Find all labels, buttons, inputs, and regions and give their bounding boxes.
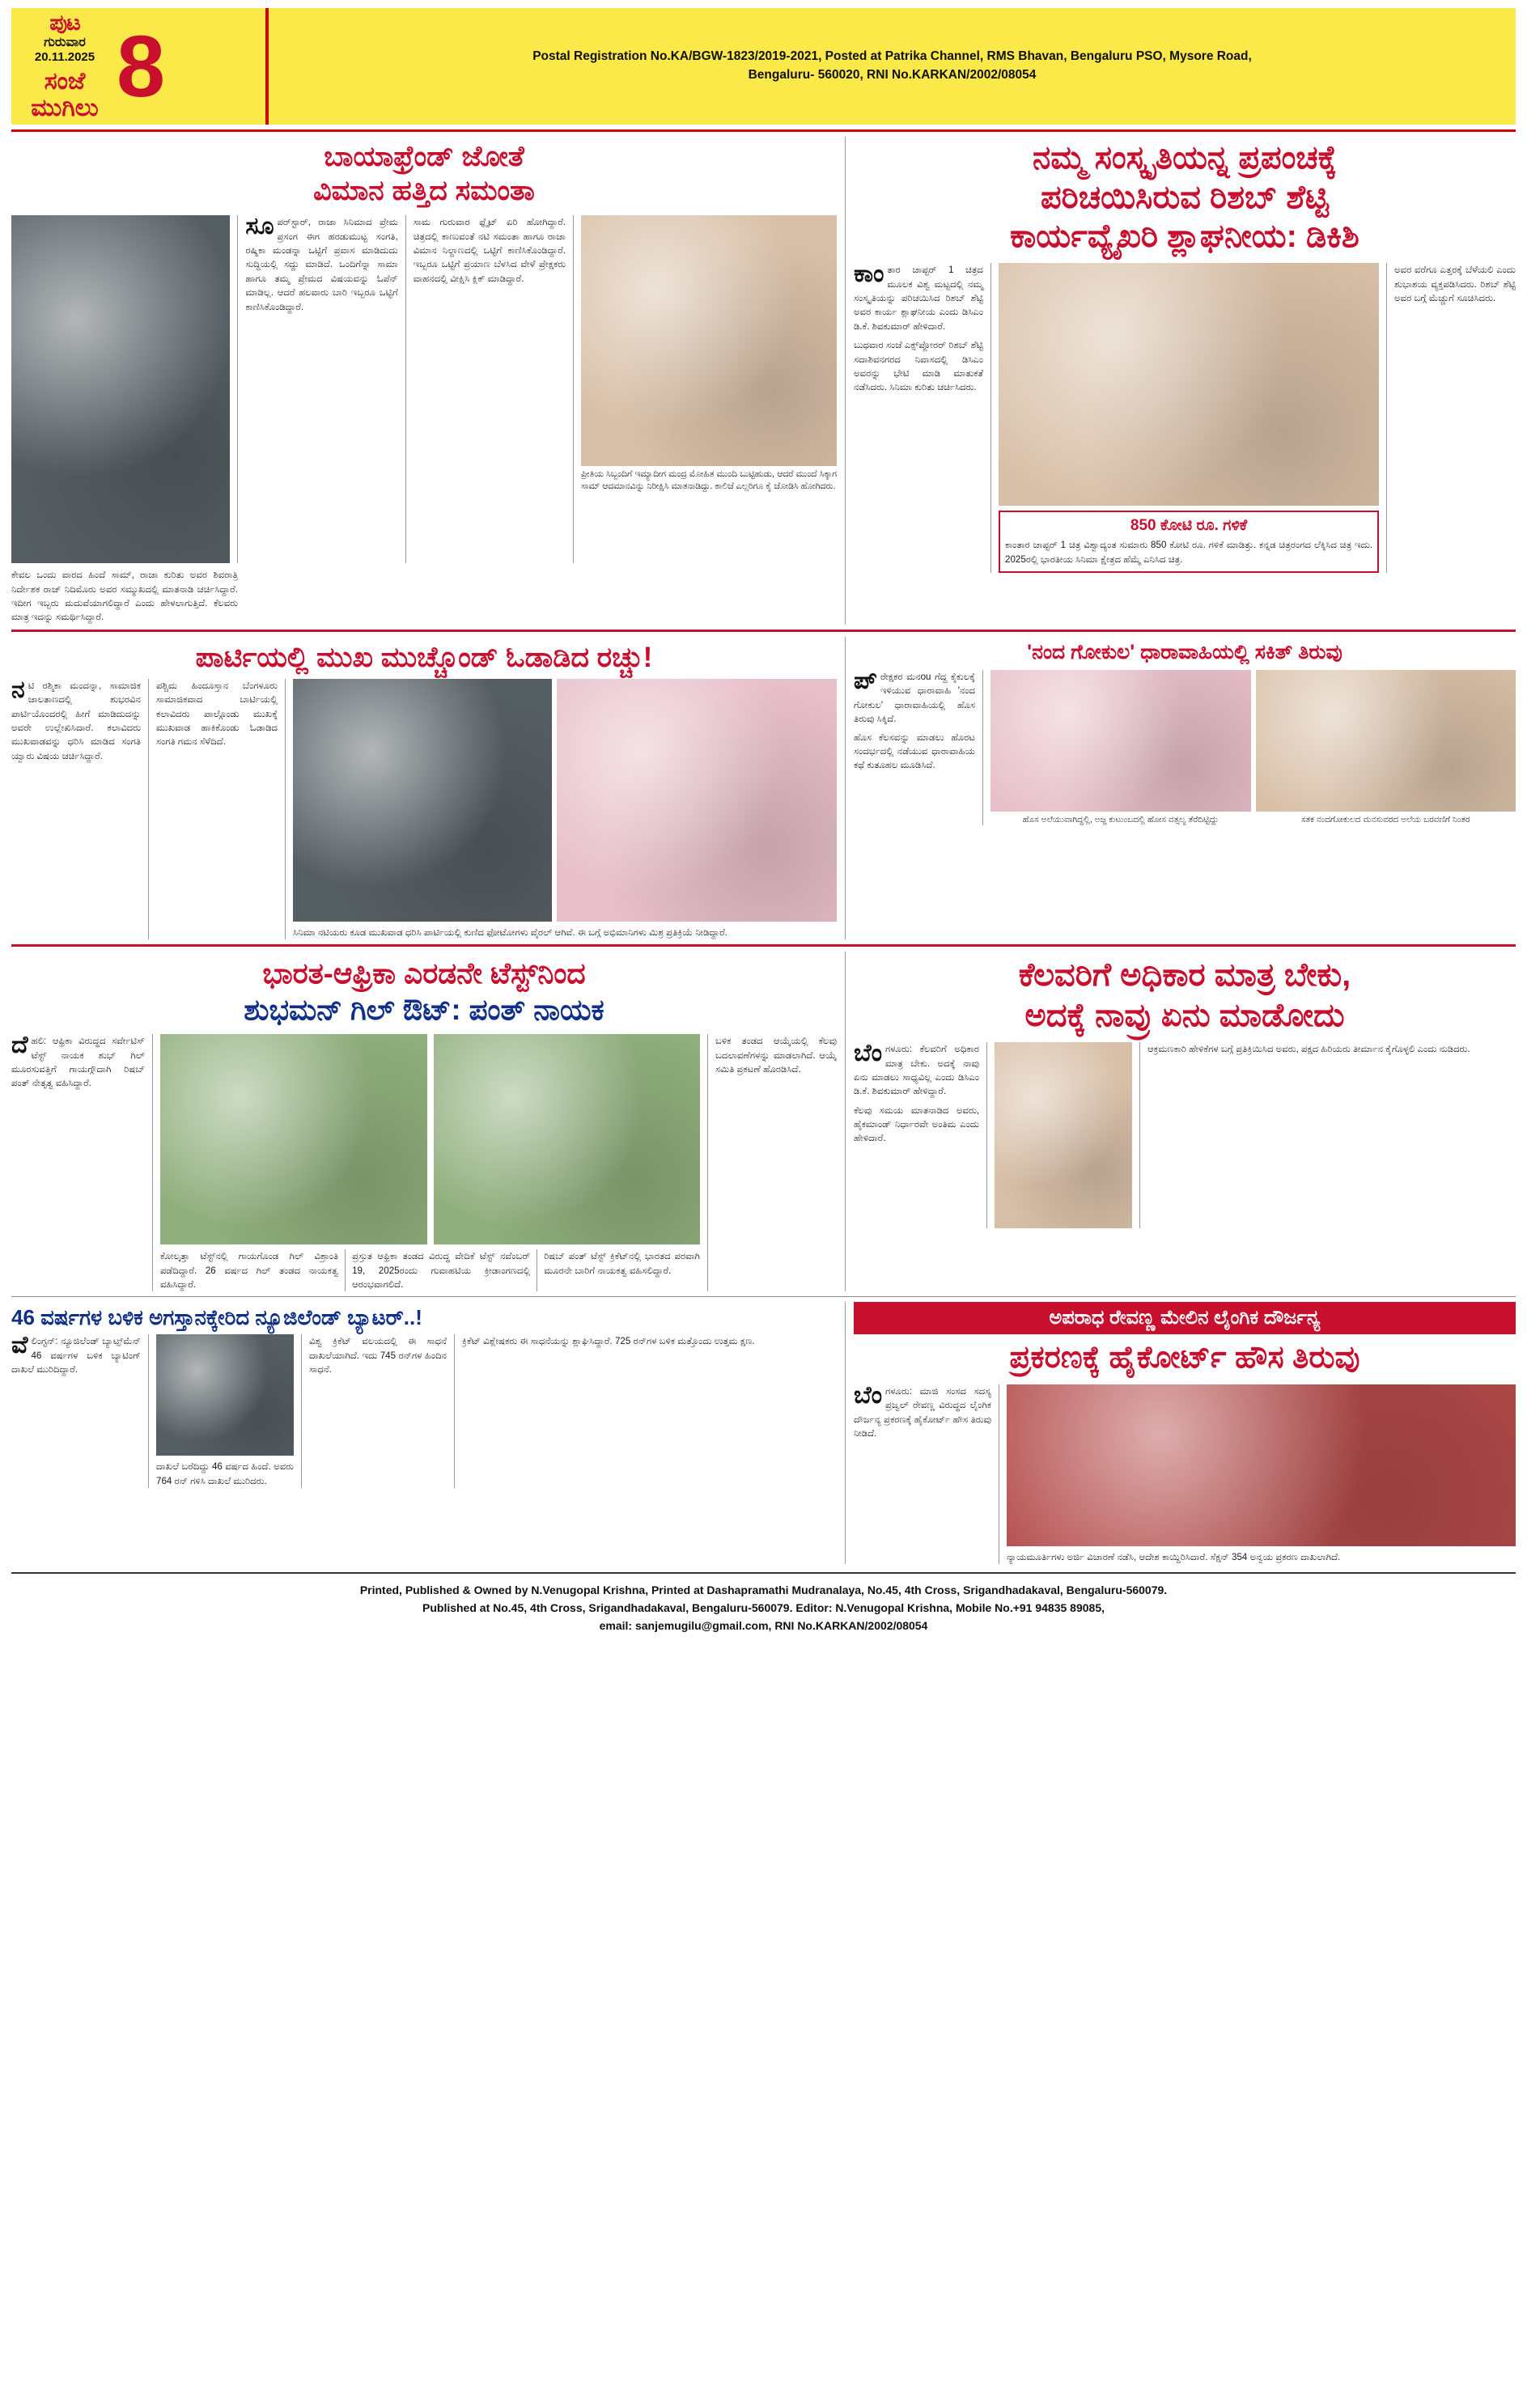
- issue-day: ಗುರುವಾರ: [44, 35, 86, 49]
- nandagokula-caption-left: ಹೊಸ ಅಲೆಯುವಾಗಿದ್ದಲ್ಲಿ, ಅಜ್ಜ ಕುಟುಂಬದಲ್ಲಿ ಹೋಸ ವತ್ಸಲ್ಯ ತೆರೆದಿಟ್ಟಿದ್ದು: [1022, 814, 1219, 825]
- ragghu-headline: ಪಾರ್ಟಿಯಲ್ಲಿ ಮುಖ ಮುಚ್ಚೊಂಡ್ ಓಡಾಡಿದ ರಚ್ಚು!: [195, 641, 653, 673]
- dks-columns: [854, 1042, 1516, 1228]
- nandagokula-headline: 'ನಂದ ಗೋಕುಲ' ಧಾರಾವಾಹಿಯಲ್ಲಿ ಸಕಿತ್ ತಿರುವು: [1027, 640, 1342, 663]
- nandagokula-photo-right: [1256, 670, 1516, 812]
- cricket-headline-line1: ಭಾರತ-ಆಫ್ರಿಕಾ ಎರಡನೇ ಟೆಸ್ಟ್‌ನಿಂದ: [262, 956, 586, 990]
- highcourt-photo-col: [1007, 1384, 1516, 1564]
- dks-body-1: ಬೆಂಗಳೂರು: ಕೆಲವರಿಗೆ ಅಧಿಕಾರ ಮಾತ್ರ ಬೇಕು. ಅದಕ್ಕೆ ನಾವು ಏನು ಮಾಡಲು ಸಾಧ್ಯವಿಲ್ಲ ಎಂದು ಡಿಸಿಎಂ ಡಿ.ಕೆ. ಶಿವಕುಮಾರ್ ಹೇಳಿದ್ದಾರೆ.: [854, 1040, 979, 1097]
- postal-line-1: Postal Registration No.KA/BGW-1823/2019-2021, Posted at Patrika Channel, RMS Bhavan, Bengaluru PSO, Mysore Road,: [532, 49, 1252, 64]
- samantha-text-col-1: [245, 215, 397, 563]
- bottom-zone: [11, 1302, 1516, 1564]
- story-nandagokula: [854, 637, 1516, 939]
- newzealand-text-col-4: [462, 1334, 837, 1488]
- story-dks: [854, 952, 1516, 1291]
- samantha-columns-lower: [11, 568, 837, 625]
- story-cricket: [11, 952, 837, 1291]
- flag-left-block: [18, 11, 112, 121]
- samantha-portrait-photo: [11, 215, 230, 563]
- page-footer: [11, 1572, 1516, 1646]
- highcourt-body-1: ಬೆಂಗಳೂರು: ಮಾಜಿ ಸಂಸದ ಸದಸ್ಯ ಪ್ರಜ್ವಲ್ ರೇವಣ್ಣ ವಿರುದ್ಧದ ಲೈಂಗಿಕ ದೌರ್ಜನ್ಯ ಪ್ರಕರಣಕ್ಕೆ ಹೈಕೋರ್ಟ್ ಹೌಸ ತಿರುವು ನೀಡಿದೆ.: [854, 1381, 991, 1439]
- footer-line-3: email: sanjemugilu@gmail.com, RNI No.KARKAN/2002/08054: [599, 1618, 928, 1632]
- rishab-box-text: ಕಾಂತಾರ ಚಾಪ್ಟರ್ 1 ಚಿತ್ರ ವಿಶ್ವಾದ್ಯಂತ ಸುಮಾರು 850 ಕೋಟಿ ರೂ. ಗಳಿಕೆ ಮಾಡಿತ್ತು. ಕನ್ನಡ ಚಿತ್ರರಂಗದ ಲೆಕ್ಕಿಸಿದ ಚಿತ್ರ ಇದು. 2025ರಲ್ಲಿ ಭಾರತೀಯ ಸಿನಿಮಾ ಕ್ಷೇತ್ರದ ಹೆಮ್ಮೆ ಎನಿಸಿದ ಚಿತ್ರ.: [1005, 540, 1372, 565]
- paper-title-line2: ಮುಗಿಲು: [31, 94, 99, 121]
- samantha-photo-col: [11, 215, 230, 563]
- flag-badge: [11, 8, 269, 125]
- samantha-body-3: ಕೇವಲ ಒಂದು ವಾರದ ಹಿಂದೆ ಸಾಮ್, ರಾಜಾ ಕುರಿತು ಅವರ ಶಿವರಾತ್ರಿ ನಿರ್ದೇಶಕ ರಾಜ್ ನಿದಿಮೊರು ಅವರ ಸಮ್ಮುಖದಲ್ಲಿ ಮಾತನಾಡಿ ಚರ್ಚಿಸಿದ್ದಾರೆ. ಇದೀಗ ಇಬ್ಬರು ಮದುವೆಯಾಗಲಿದ್ದಾರೆ ಎಂದು ಹೇಳಲಾಗುತ್ತಿದೆ. ಕೆಲವರು ಮಾತ್ರ ಇದನ್ನು ಸಮರ್ಥಿಸಿದ್ದಾರೆ.: [11, 570, 238, 623]
- newzealand-body-3: ವಿಶ್ವ ಕ್ರಿಕೆಟ್ ವಲಯದಲ್ಲಿ ಈ ಸಾಧನೆ ದಾಖಲೆಯಾಗಿದೆ. ಇದು 745 ರನ್‌ಗಳ ಹಿಂದಿನ ಸಾಧನೆ.: [309, 1336, 447, 1376]
- rishab-body-3: ಅವರ ವರೆಗೂ ಎತ್ತರಕ್ಕೆ ಬೆಳೆಯಲಿ ಎಂದು ಶುಭಾಶಯ ವ್ಯಕ್ತಪಡಿಸಿದರು. ರಿಶಬ್ ಶೆಟ್ಟಿ ಅವರ ಬಗ್ಗೆ ಮೆಚ್ಚುಗೆ ಸೂಚಿಸಿದರು.: [1394, 265, 1516, 303]
- ragghu-photo-col: [293, 679, 837, 939]
- footer-line-2: Published at No.45, 4th Cross, Srigandhadakaval, Bengaluru-560079. Editor: N.Venugopal Krishna, Mobile No.+91 94835 89085,: [422, 1600, 1105, 1614]
- ragghu-mask-photo: [557, 679, 837, 922]
- dks-text-col-1: [854, 1042, 979, 1228]
- newzealand-body-4: ಕ್ರಿಕೆಟ್ ವಿಶ್ಲೇಷಕರು ಈ ಸಾಧನೆಯನ್ನು ಶ್ಲಾಘಿಸಿದ್ದಾರೆ. 725 ರನ್‌ಗಳ ಬಳಿಕ ಮತ್ತೊಂದು ಉತ್ತಮ ಕ್ಷಣ.: [462, 1336, 755, 1347]
- story-rishab: [854, 137, 1516, 625]
- newzealand-body-2: ದಾಖಲೆ ಬರೆದಿದ್ದು 46 ವರ್ಷದ ಹಿಂದೆ. ಅವರು 764 ರನ್ ಗಳಿಸಿ ದಾಖಲೆ ಮುರಿದರು.: [156, 1461, 294, 1486]
- cricket-columns: [11, 1034, 837, 1291]
- paper-title-line1: ಸಂಜೆ: [44, 67, 86, 95]
- newzealand-body-1: ವೆಲಿಂಗ್ಟನ್: ನ್ಯೂಜಿಲೆಂಡ್ ಬ್ಯಾಟ್ಸ್‌ಮೆನ್ 46 ವರ್ಷಗಳ ಬಳಿಕ ಬ್ಯಾಟಿಂಗ್ ದಾಖಲೆ ಮುರಿದಿದ್ದಾರೆ.: [11, 1332, 141, 1376]
- newzealand-headline: 46 ವರ್ಷಗಳ ಬಳಿಕ ಅಗಸ್ತಾನಕ್ಕೇರಿದ ನ್ಯೂಜಿಲೆಂಡ್ ಬ್ಯಾಟರ್..!: [11, 1305, 422, 1330]
- rishab-columns: [854, 263, 1516, 573]
- samantha-columns: [11, 215, 837, 563]
- postal-registration: [269, 8, 1516, 125]
- newzealand-text-col-3: [309, 1334, 447, 1488]
- dks-photo-col: [995, 1042, 1132, 1228]
- cricket-body-5: ಬಳಿಕ ತಂಡದ ಆಯ್ಕೆಯಲ್ಲಿ ಕೆಲವು ಬದಲಾವಣೆಗಳನ್ನು ಮಾಡಲಾಗಿದೆ. ಆಯ್ಕೆ ಸಮಿತಿ ಪ್ರಕಟಣೆ ಹೊರಡಿಸಿದೆ.: [715, 1036, 837, 1075]
- story-samantha: [11, 137, 837, 625]
- masthead: [11, 8, 1516, 132]
- cricket-pant-photo: [434, 1034, 701, 1244]
- newzealand-columns: [11, 1334, 837, 1488]
- mid-zone: [11, 637, 1516, 939]
- nandagokula-columns: [854, 667, 1516, 825]
- newzealand-photo-col: [156, 1334, 294, 1488]
- samantha-body-1: ಸೂಪರ್‌ಸ್ಟಾರ್, ರಾಜಾ ಸಿನಿಮಾದ ಪ್ರೇಮ ಪ್ರಸಂಗ ಈಗ ಹರಡುಮುಟ್ಟ ಸಂಗತಿ, ರಷ್ಮಿಕಾ ಮಂಡನ್ನಾ ಒಟ್ಟಿಗೆ ಪ್ರವಾಸ ಮಾಡಿದುದು ಸುದ್ದಿಯಲ್ಲಿ ಸದ್ದು ಮಾಡಿದೆ. ಒಂದಿಗೆನ್ನಾ ಸಾಮಾ ಹಾಗೂ ತಮ್ಮ ಪ್ರೇಮದ ವಿಷಯವನ್ನು ಓಪೆನ್ ಮಾಡಿಲ್ಲ. ಆದರೆ ಹಲವಾರು ಬಾರಿ ಇಬ್ಬರೂ ಒಟ್ಟಿಗೆ ಕಾಣಿಸಿಕೊಂಡಿದ್ದಾರೆ.: [245, 213, 398, 312]
- ragghu-text-col-1: [11, 676, 141, 939]
- dks-headline-line1: ಕೆಲವರಿಗೆ ಅಧಿಕಾರ ಮಾತ್ರ ಬೇಕು,: [1018, 957, 1351, 994]
- postal-line-2: Bengaluru- 560020, RNI No.KARKAN/2002/08054: [748, 67, 1037, 82]
- dks-body-2: ಕೆಲವು ಸಮಯ ಮಾತನಾಡಿದ ಅವರು, ಹೈಕಮಾಂಡ್ ನಿರ್ಧಾರವೇ ಅಂತಿಮ ಎಂದು ಹೇಳಿದಾರೆ.: [854, 1104, 979, 1144]
- cricket-body-4: ರಿಷಬ್ ಪಂತ್ ಟೆಸ್ಟ್ ಕ್ರಿಕೆಟ್‌ನಲ್ಲಿ ಭಾರತದ ಪರವಾಗಿ ಮೂರನೇ ಬಾರಿಗೆ ನಾಯಕತ್ವ ವಹಿಸಲಿದ್ದಾರೆ.: [544, 1251, 700, 1276]
- cricket-body-3: ಪ್ರಸ್ತುತ ಆಫ್ರಿಕಾ ತಂಡದ ವಿರುದ್ಧ ವೇದಿಕೆ ಟೆಸ್ಟ್ ನವೆಂಬರ್ 19, 2025ರಂದು ಗುವಾಹಟಿಯ ಕ್ರೀಡಾಂಗಣದಲ್ಲಿ ಆರಂಭವಾಗಲಿದೆ.: [352, 1251, 531, 1290]
- cricket-photo-col: [160, 1034, 700, 1291]
- rishab-body-1: ಕಾಂತಾರ ಚಾಪ್ಟರ್ 1 ಚಿತ್ರದ ಮೂಲಕ ವಿಶ್ವ ಮಟ್ಟದಲ್ಲಿ ನಮ್ಮ ಸಂಸ್ಕೃತಿಯನ್ನು ಪರಿಚಯಿಸಿದ ರಿಶಬ್ ಶೆಟ್ಟಿ ಅವರ ಕಾರ್ಯ ಶ್ಲಾಘನೀಯ ಎಂದು ಡಿಸಿಎಂ ಡಿ.ಕೆ. ಶಿವಕುಮಾರ್ ಹೇಳಿದಾರೆ.: [854, 261, 983, 332]
- dks-headline: [854, 952, 1516, 1042]
- cricket-headline-line2: ಶುಭಮನ್ ಗಿಲ್ ಔಟ್: ಪಂತ್ ನಾಯಕ: [244, 993, 604, 1027]
- footer-line-1: Printed, Published & Owned by N.Venugopal Krishna, Printed at Dashapramathi Mudranalaya, No.45, 4th Cross, Srigandhadakaval, Bengaluru-560079.: [359, 1583, 1168, 1597]
- rishab-photo-col: [999, 263, 1379, 573]
- rishab-meeting-photo: [999, 263, 1379, 506]
- dks-body-3: ಆಕ್ರಮಣಕಾರಿ ಹೇಳಿಕೆಗಳ ಬಗ್ಗೆ ಪ್ರತಿಕ್ರಿಯಿಸಿದ ಅವರು, ಪಕ್ಷದ ಹಿರಿಯರು ತೀರ್ಮಾನ ಕೈಗೊಳ್ಳಲಿ ಎಂದು ನುಡಿದರು.: [1147, 1044, 1470, 1055]
- rishab-box-title: 850 ಕೋಟಿ ರೂ. ಗಳಿಕೆ: [1130, 517, 1248, 535]
- sports-politics-zone: [11, 952, 1516, 1291]
- samantha-text-col-3: [11, 568, 238, 625]
- rishab-text-col-1: [854, 263, 983, 573]
- samantha-photo-col-2: [581, 215, 837, 563]
- ragghu-body-2: ಪಶ್ಚಿಮ ಹಿಂದೂಸ್ತಾನ ಬೆಂಗಳೂರು ಸಾಮಾಜಿಕವಾದ ಬಾರ್ಟಿಯಲ್ಲಿ ಕಲಾವಿದರು ಪಾಲ್ಗೊಂಡು ಮುಖಕ್ಕೆ ಮುಖವಾಡ ಹಾಕಿಕೊಂಡು ಓಡಾಡಿದ ಸಂಗತಿ ಗಮನ ಸೆಳೆದಿದೆ.: [156, 680, 278, 748]
- nandagokula-photo-col: [990, 670, 1516, 825]
- cricket-body-1: ದೆಹಲಿ: ಆಫ್ರಿಕಾ ವಿರುದ್ಧದ ಸರ್ವೇಟಿಸ್ ಟೆಸ್ಟ್ ನಾಯಕ ಶುಭ್ ಗಿಲ್ ಮೂರಸುವತ್ತಿಗೆ ಗಾಯಗ್ಗೌದಾಗಿ ರಿಷಬ್ ಪಂತ್ ನೇತೃತ್ವ ವಹಿಸಿದ್ದಾರೆ.: [11, 1032, 145, 1089]
- top-zone: [11, 137, 1516, 625]
- rishab-text-col-3: [1394, 263, 1516, 573]
- story-highcourt: [854, 1302, 1516, 1564]
- nandagokula-photo-left: [990, 670, 1251, 812]
- highcourt-columns: [854, 1381, 1516, 1564]
- issue-date: 20.11.2025: [34, 50, 95, 65]
- rishab-body-2: ಬುಧವಾರ ಸಂಜೆ ಎಕ್ಸ್‌ಪ್ಲೋರರ್ ರಿಶಬ್ ಶೆಟ್ಟಿ ಸದಾಶಿವನಗರದ ನಿವಾಸದಲ್ಲಿ ಡಿಸಿಎಂ ಅವರನ್ನು ಭೇಟಿ ಮಾಡಿ ಮಾತುಕತೆ ನಡೆಸಿದರು. ಸಿನಿಮಾ ಕುರಿತು ಚರ್ಚಿಸಿದರು.: [854, 340, 983, 393]
- cricket-text-col-5: [715, 1034, 837, 1291]
- rishab-headline-line2: ಪರಿಚಯಿಸಿರುವ ರಿಶಬ್ ಶೆಟ್ಟಿ: [1041, 179, 1329, 215]
- dks-headline-line2: ಅದಕ್ಕೆ ನಾವ್ರು ಏನು ಮಾಡೋದು: [1024, 998, 1345, 1034]
- samantha-headline-line1: ಬಾಯಾಫ್ರೆಂಡ್ ಜೋತೆ: [324, 140, 524, 172]
- samantha-headline-line2: ವಿಮಾನ ಹತ್ತಿದ ಸಮಂತಾ: [313, 175, 535, 207]
- nandagokula-body-2: ಹೊಸ ಕೆಲಸವನ್ನು ಮಾಡಲು ಹೊರಟ ಸಂದರ್ಭದಲ್ಲಿ ನಡೆಯುವ ಧಾರಾವಾಹಿಯ ಕಥೆ ಕುತೂಹಲ ಮೂಡಿಸಿದೆ.: [854, 731, 975, 771]
- nandagokula-photo-left-box: [990, 670, 1251, 825]
- samantha-text-col-2: [414, 215, 566, 563]
- samantha-photo-caption: ಪ್ರೀತಿಯ ಸಿಬ್ಬಂದಿಗೆ ಇಮ್ಯಾದೀಗ ಮಂದ್ರ ಮೋಹಿತ ಮುಂದಿ ಬುಟ್ಟಿಹುಡು, ಆದರೆ ಮುಂದೆ ಸಿಕ್ಕಾಗ ಸಾಮ್ ಆದಮಾನವಿನ್ನು ನಿರೀಕ್ಷಿಸಿ ಮಾತನಾಡಿದ್ದು. ಕಾಲಿಜೆ ಎಲ್ಲರಿಗೂ ಕೈ ಜೋಡಿಸಿ ಹೋಗಿದರು.: [581, 469, 837, 491]
- nandagokula-caption-right: ಸತಕ ನಂದಗೋಕುಲದ ಮನಸುವರದ ಅಲೆಯ ಬರವಣಿಗೆ ನಿಂತರ: [1300, 814, 1470, 825]
- nandagokula-body-1: ಪ್ರೇಕ್ಷಕರ ಮನou ಗೆದ್ದ ಕೈಕುಲಕ್ಕೆ ಇಳಿಯುವ ಧಾರಾವಾಹಿ 'ನಂದ ಗೋಕುಲ' ಧಾರಾವಾಹಿಯಲ್ಲಿ ಹೊಸ ತಿರುವು ಸಿಕ್ಕಿದೆ.: [854, 667, 975, 725]
- samantha-headline: [11, 137, 837, 215]
- ragghu-columns: [11, 676, 837, 939]
- rishab-collection-box: [999, 511, 1379, 573]
- nandagokula-photo-right-box: [1256, 670, 1516, 825]
- ragghu-body-1: ನಟಿ ರಶ್ಮಿಕಾ ಮಂದನ್ನಾ, ಸಾಮಾಜಿಕ ಜಾಲತಾಣದಲ್ಲಿ ಶುಭರವಿನ ಪಾರ್ಟಿಯೊಂದರಲ್ಲಿ ಹೀಗೆ ಮಾಡಿದುದನ್ನು ಅವರೇ ಉಲ್ಲೇಖಿಸಿದಾರೆ. ಕಲಾವಿದರು ಮುಖವಾಡವನ್ನು ಧರಿಸಿ ಮಾಡಿದ ಸಂಗತಿ ಯ್ವಾರು ವಿಷಯ ಚರ್ಚಿಸಿದ್ದಾರೆ.: [11, 676, 141, 761]
- ragghu-body-3: ಸಿನಿಮಾ ನಟಿಯರು ಕೂಡ ಮುಖವಾಡ ಧರಿಸಿ ಪಾರ್ಟಿಯಲ್ಲಿ ಕುಣಿದ ಫೋಟೋಗಳು ವೈರಲ್ ಆಗಿವೆ. ಈ ಬಗ್ಗೆ ಅಭಿಮಾನಿಗಳು ಮಿಶ್ರ ಪ್ರತಿಕ್ರಿಯೆ ನೀಡಿದ್ದಾರೆ.: [293, 926, 727, 938]
- cricket-headline: [11, 952, 837, 1034]
- story-ragghu: [11, 637, 837, 939]
- highcourt-text-col-1: [854, 1381, 991, 1564]
- newzealand-player-photo: [156, 1334, 294, 1456]
- rishab-headline-line3: ಕಾರ್ಯವ್ಯೈಖರಿ ಶ್ಲಾಘನೀಯ: ಡಿಕಿಶಿ: [1010, 218, 1359, 255]
- cricket-gill-photo: [160, 1034, 427, 1244]
- cricket-body-2: ಕೋಲ್ಕತ್ತಾ ಟೆಸ್ಟ್‌ನಲ್ಲಿ ಗಾಯಗೊಂಡ ಗಿಲ್ ವಿಶ್ರಾಂತಿ ಪಡೆದಿದ್ದಾರೆ. 26 ವರ್ಷದ ಗಿಲ್ ತಂಡದ ನಾಯಕತ್ವ ವಹಿಸಿದ್ದಾರೆ.: [160, 1251, 339, 1290]
- newzealand-text-col-1: [11, 1334, 141, 1488]
- samantha-airport-photo: [581, 215, 837, 466]
- ragghu-text-col-2: [156, 679, 278, 939]
- highcourt-building-photo: [1007, 1384, 1516, 1546]
- highcourt-kicker: ಅಪರಾಧ ರೇವಣ್ಣ ಮೇಲಿನ ಲೈಂಗಿಕ ದೌರ್ಜನ್ಯ: [854, 1302, 1516, 1334]
- samantha-body-2: ಸಾಮ ಗುರುವಾರ ಫ್ಲೈಟ್ ಏರಿ ಹೋಗಿದ್ದಾರೆ. ಚಿತ್ರದಲ್ಲಿ ಕಾಣುವಂತೆ ನಟಿ ಸಮಂತಾ ಹಾಗೂ ರಾಜಾ ವಿಮಾನ ನಿಲ್ದಾಣದಲ್ಲಿ ಒಟ್ಟಿಗೆ ಕಾಣಿಸಿಕೊಂಡಿದ್ದಾರೆ. ಇಬ್ಬರೂ ಒಟ್ಟಿಗೆ ಪ್ರಯಾಣ ಬೆಳಸಿದ ವೇಳೆ ಪ್ರೇಕ್ಷಕರು ವಾಹನದಲ್ಲಿ ವೀಕ್ಷಿಸಿ ಕ್ಲಿಕ್ ಮಾಡಿದ್ದಾರೆ.: [413, 217, 566, 284]
- highcourt-body-2: ನ್ಯಾಯಮೂರ್ತಿಗಳು ಅರ್ಜಿ ವಿಚಾರಣೆ ನಡೆಸಿ, ಆದೇಶ ಕಾಯ್ದಿರಿಸಿದಾರೆ. ಸೆಕ್ಷನ್ 354 ಅನ್ವಯ ಪ್ರಕರಣ ದಾಖಲಾಗಿದೆ.: [1007, 1551, 1341, 1562]
- dks-text-col-3: [1147, 1042, 1516, 1228]
- highcourt-headline: ಪ್ರಕರಣಕ್ಕೆ ಹೈಕೋರ್ಟ್ ಹೌಸ ತಿರುವು: [1009, 1341, 1360, 1376]
- dks-portrait-photo: [995, 1042, 1132, 1228]
- story-newzealand: [11, 1302, 837, 1564]
- cricket-text-col-1: [11, 1034, 145, 1291]
- page-number: 8: [117, 16, 166, 115]
- nandagokula-text-col: [854, 667, 975, 825]
- ragghu-mirror-selfie-photo: [293, 679, 552, 922]
- rishab-headline-line1: ನಮ್ಮ ಸಂಸ್ಕೃತಿಯನ್ನ ಪ್ರಪಂಚಕ್ಕೆ: [1032, 139, 1338, 176]
- rishab-headline: [854, 137, 1516, 263]
- page-label: ಪುಟ: [49, 11, 80, 35]
